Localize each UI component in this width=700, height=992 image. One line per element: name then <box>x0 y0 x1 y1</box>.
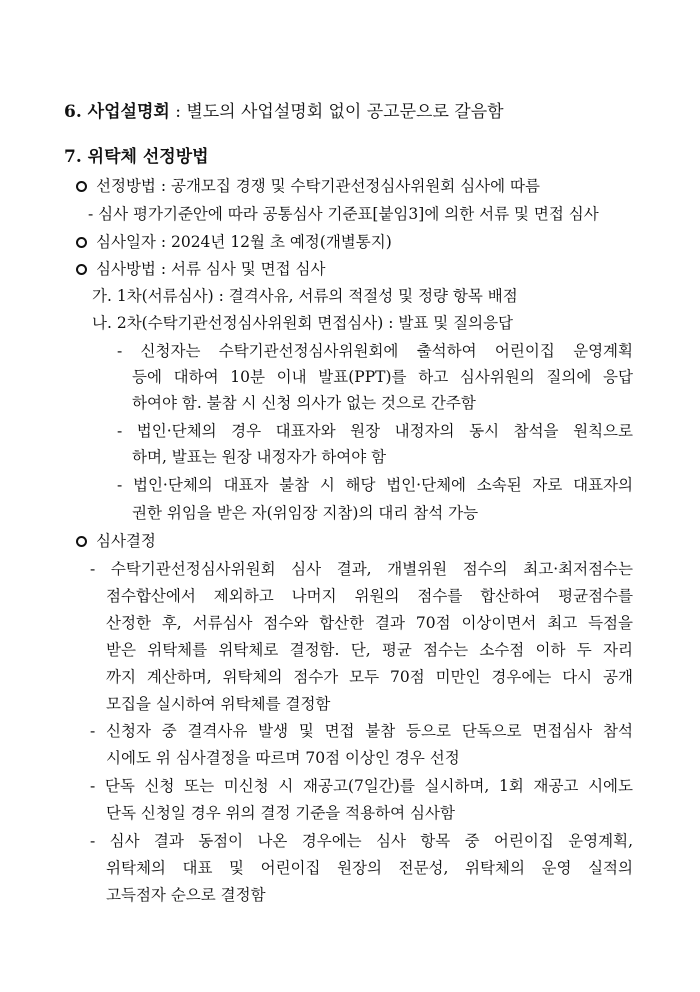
sub-item: - 심사 평가기준안에 따라 공통심사 기준표[붙임3]에 의한 서류 및 면접 심사 <box>88 205 599 223</box>
detail-line: 받은 위탁체를 위탁체로 결정함. 단, 평균 점수는 소수점 이하 두 자리 <box>106 641 633 659</box>
detail-line: 까지 계산하며, 위탁체의 점수가 모두 70점 미만인 경우에는 다시 공개 <box>106 668 633 686</box>
section-6-desc: : 별도의 사업설명회 없이 공고문으로 갈음함 <box>169 102 504 122</box>
detail-line: 권한 위임을 받은 자(위임장 지참)의 대리 참석 가능 <box>132 504 479 522</box>
section-6-heading <box>64 101 504 123</box>
detail-line: 등에 대하여 10분 이내 발표(PPT)를 하고 심사위원의 질의에 응답 <box>132 368 633 386</box>
detail-line: - 신청자는 수탁기관선정심사위원회에 출석하여 어린이집 운영계획 <box>117 342 633 360</box>
circle-bullet-icon <box>76 536 87 547</box>
item-review-decision: 심사결정 <box>76 530 156 552</box>
detail-line: 하여야 함. 불참 시 신청 의사가 없는 것으로 간주함 <box>132 394 476 412</box>
detail-line: - 수탁기관선정심사위원회 심사 결과, 개별위원 점수의 최고·최저점수는 <box>90 560 633 578</box>
detail-line: - 법인·단체의 대표자 불참 시 해당 법인·단체에 소속된 자로 대표자의 <box>117 476 633 494</box>
detail-line: - 신청자 중 결격사유 발생 및 면접 불참 등으로 단독으로 면접심사 참석 <box>90 722 633 740</box>
item-review-date: 심사일자 : 2024년 12월 초 예정(개별통지) <box>76 231 392 253</box>
detail-line: 단독 신청일 경우 위의 결정 기준을 적용하여 심사함 <box>106 804 455 822</box>
detail-line: 모집을 실시하여 위탁체를 결정함 <box>106 695 331 713</box>
sub-item-first-stage: 가. 1차(서류심사) : 결격사유, 서류의 적절성 및 정량 항목 배점 <box>92 287 518 305</box>
sub-item-second-stage: 나. 2차(수탁기관선정심사위원회 면접심사) : 발표 및 질의응답 <box>92 314 514 332</box>
detail-line: - 심사 결과 동점이 나온 경우에는 심사 항목 중 어린이집 운영계획, <box>90 832 633 850</box>
circle-bullet-icon <box>76 181 87 192</box>
section-7-heading <box>64 146 209 168</box>
section-7-number: 7. <box>64 147 82 167</box>
detail-line: 위탁체의 대표 및 어린이집 원장의 전문성, 위탁체의 운영 실적의 <box>106 859 633 877</box>
section-6-number: 6. <box>64 102 82 122</box>
item-review-method: 심사방법 : 서류 심사 및 면접 심사 <box>76 258 325 280</box>
section-7-title: 위탁체 선정방법 <box>87 147 209 167</box>
detail-line: - 법인·단체의 경우 대표자와 원장 내정자의 동시 참석을 원칙으로 <box>117 422 633 440</box>
item-selection-method: 선정방법 : 공개모집 경쟁 및 수탁기관선정심사위원회 심사에 따름 <box>76 175 540 197</box>
circle-bullet-icon <box>76 264 87 275</box>
detail-line: 점수합산에서 제외하고 나머지 위원의 점수를 합산하여 평균점수를 <box>106 587 633 605</box>
circle-bullet-icon <box>76 237 87 248</box>
detail-line: - 단독 신청 또는 미신청 시 재공고(7일간)를 실시하며, 1회 재공고 시에도 <box>90 777 633 795</box>
detail-line: 고득점자 순으로 결정함 <box>106 886 266 904</box>
detail-line: 시에도 위 심사결정을 따르며 70점 이상인 경우 선정 <box>106 749 460 767</box>
detail-line: 하며, 발표는 원장 내정자가 하여야 함 <box>132 448 387 466</box>
detail-line: 산정한 후, 서류심사 점수와 합산한 결과 70점 이상이면서 최고 득점을 <box>106 614 633 632</box>
section-6-title: 사업설명회 <box>87 102 170 122</box>
